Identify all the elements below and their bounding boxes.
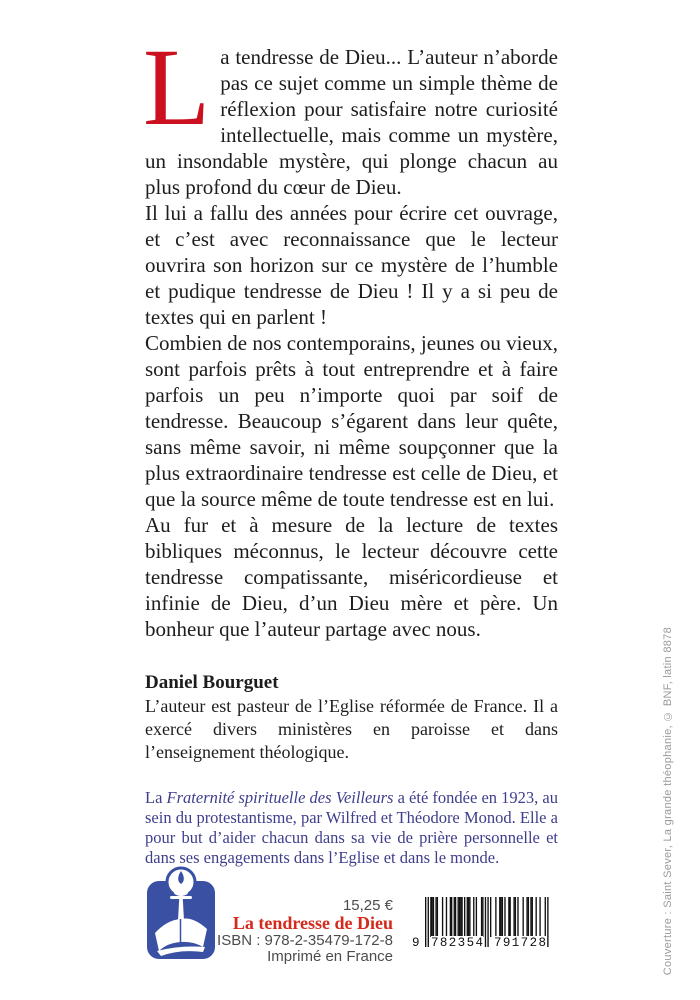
text-column — [143, 26, 558, 868]
fraternite-name-italic: Fraternité spirituelle des Veilleurs — [166, 788, 394, 807]
paragraph-intro — [143, 26, 558, 200]
paragraph-3: Combien de nos contemporains, jeunes ou vieux, sont parfois prêts à tout entreprendre et à faire parfois un peu n’importe quoi par soif de tendresse. Beaucoup s’égarent dans leur quête, sans même savoir, ni même soupçonner que la plus extraordinaire tendresse est celle de Dieu, et que la source même de toute tendresse est en lui. — [145, 331, 558, 511]
cover-image-credit: Couverture : Saint Sever, La grande théophanie, © BNF, latin 8878 — [662, 626, 674, 975]
ean13-barcode — [412, 897, 549, 951]
barcode-lead-digit: 9 — [412, 936, 420, 950]
paragraph-intro-text: a tendresse de Dieu... L’auteur n’aborde pas ce sujet comme un simple thème de réflexion pour satisfaire notre curiosité intellectuelle, mais comme un mystère, un insondable mystère, qui plonge chacun au plus profond du cœur de Dieu. — [145, 45, 558, 199]
author-name: Daniel Bourguet — [145, 672, 279, 693]
fraternite-prefix: La — [145, 788, 167, 807]
author-bio: L’auteur est pasteur de l’Eglise réformée de France. Il a exercé divers ministères en paroisse et dans l’enseignement théologique. — [145, 696, 558, 762]
colophon-block — [163, 898, 393, 965]
barcode-right-digits: 7 9 1 7 2 8 — [494, 936, 546, 950]
price: 15,25 € — [342, 897, 393, 914]
fraternite-rest: a été fondée en 1923, au sein du protestantisme, par Wilfred et Théodore Monod. Elle a pour but d’aider chacun dans sa vie de prière personnelle et dans ses engagements dans l’Eglise et dans le monde. — [145, 788, 558, 867]
fraternite-note — [145, 788, 558, 868]
paragraph-4: Au fur et à mesure de la lecture de textes bibliques méconnus, le lecteur découvre cette tendresse compatissante, miséricordieuse et infinie de Dieu, d’un Dieu mère et père. Un bonheur que l’auteur partage avec nous. — [145, 513, 558, 641]
printed-in: Imprimé en France — [267, 948, 393, 965]
paragraph-2: Il lui a fallu des années pour écrire cet ouvrage, et c’est avec reconnaissance que le lecteur ouvrira son horizon sur ce mystère de l’humble et pudique tendresse de Dieu ! Il y a si peu de textes qui en parlent ! — [145, 201, 558, 329]
drop-cap-letter: L — [143, 26, 211, 148]
barcode-left-digits: 7 8 2 3 5 4 — [431, 936, 483, 950]
book-title: La tendresse de Dieu — [232, 913, 393, 933]
isbn: ISBN : 978-2-35479-172-8 — [217, 932, 393, 949]
author-block — [145, 672, 558, 764]
